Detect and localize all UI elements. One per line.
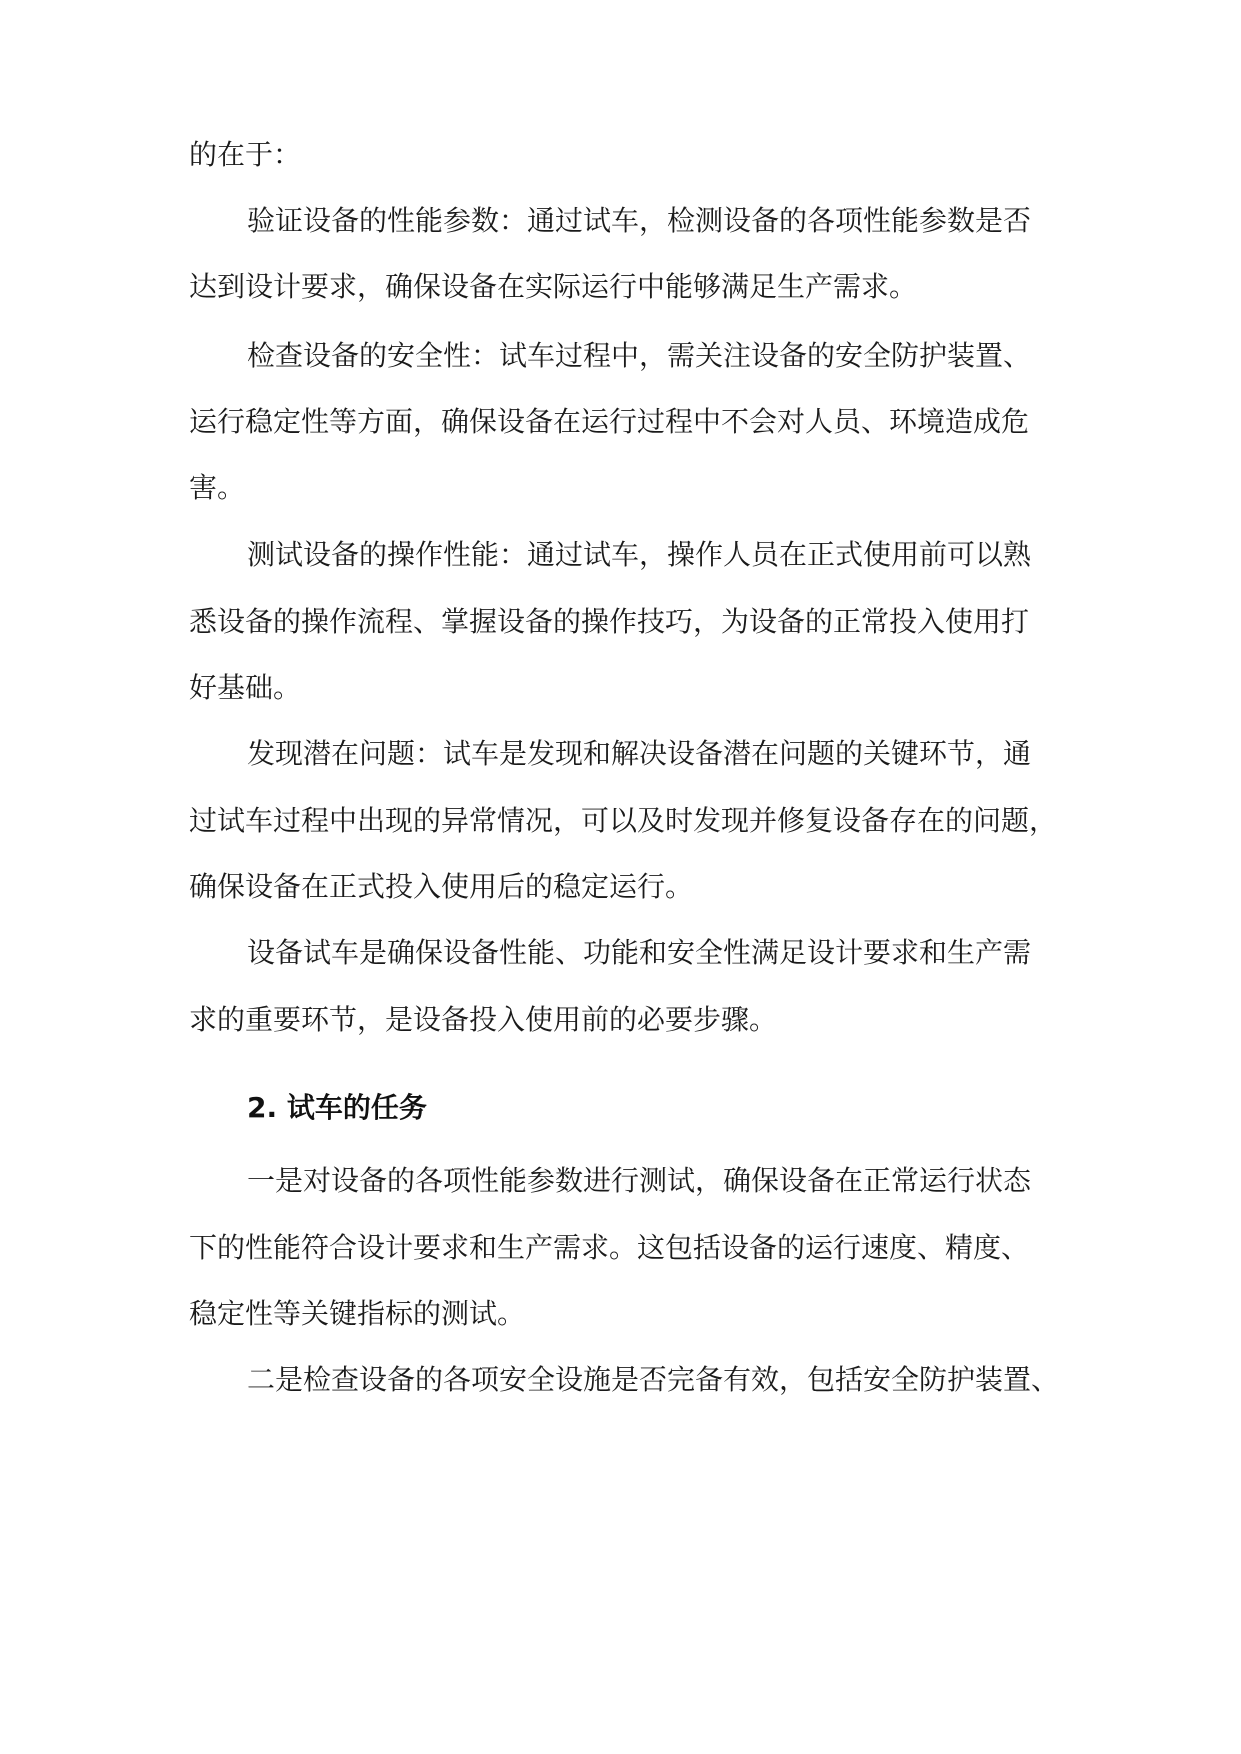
paragraph-line: 害。 bbox=[189, 471, 246, 504]
paragraph-line: 过试车过程中出现的异常情况，可以及时发现并修复设备存在的问题， bbox=[189, 804, 1058, 837]
paragraph-line: 二是检查设备的各项安全设施是否完备有效，包括安全防护装置、 bbox=[247, 1363, 1060, 1396]
paragraph-line: 一是对设备的各项性能参数进行测试，确保设备在正常运行状态 bbox=[247, 1164, 1032, 1197]
paragraph-line: 好基础。 bbox=[189, 671, 302, 704]
paragraph-line: 验证设备的性能参数：通过试车，检测设备的各项性能参数是否 bbox=[247, 204, 1032, 237]
paragraph-line: 悉设备的操作流程、掌握设备的操作技巧，为设备的正常投入使用打 bbox=[189, 605, 1030, 638]
paragraph-line: 发现潜在问题：试车是发现和解决设备潜在问题的关键环节，通 bbox=[247, 737, 1032, 770]
paragraph-line: 稳定性等关键指标的测试。 bbox=[189, 1297, 526, 1330]
paragraph-line: 确保设备在正式投入使用后的稳定运行。 bbox=[189, 870, 694, 903]
paragraph-line: 设备试车是确保设备性能、功能和安全性满足设计要求和生产需 bbox=[247, 936, 1032, 969]
paragraph-line: 测试设备的操作性能：通过试车，操作人员在正式使用前可以熟 bbox=[247, 538, 1032, 571]
paragraph-line: 检查设备的安全性：试车过程中，需关注设备的安全防护装置、 bbox=[247, 339, 1032, 372]
paragraph-line: 达到设计要求，确保设备在实际运行中能够满足生产需求。 bbox=[189, 270, 918, 303]
paragraph-line: 运行稳定性等方面，确保设备在运行过程中不会对人员、环境造成危 bbox=[189, 405, 1030, 438]
paragraph-line: 的在于： bbox=[189, 138, 302, 171]
section-heading: 2. 试车的任务 bbox=[247, 1091, 427, 1124]
paragraph-line: 求的重要环节，是设备投入使用前的必要步骤。 bbox=[189, 1003, 778, 1036]
paragraph-line: 下的性能符合设计要求和生产需求。这包括设备的运行速度、精度、 bbox=[189, 1231, 1030, 1264]
